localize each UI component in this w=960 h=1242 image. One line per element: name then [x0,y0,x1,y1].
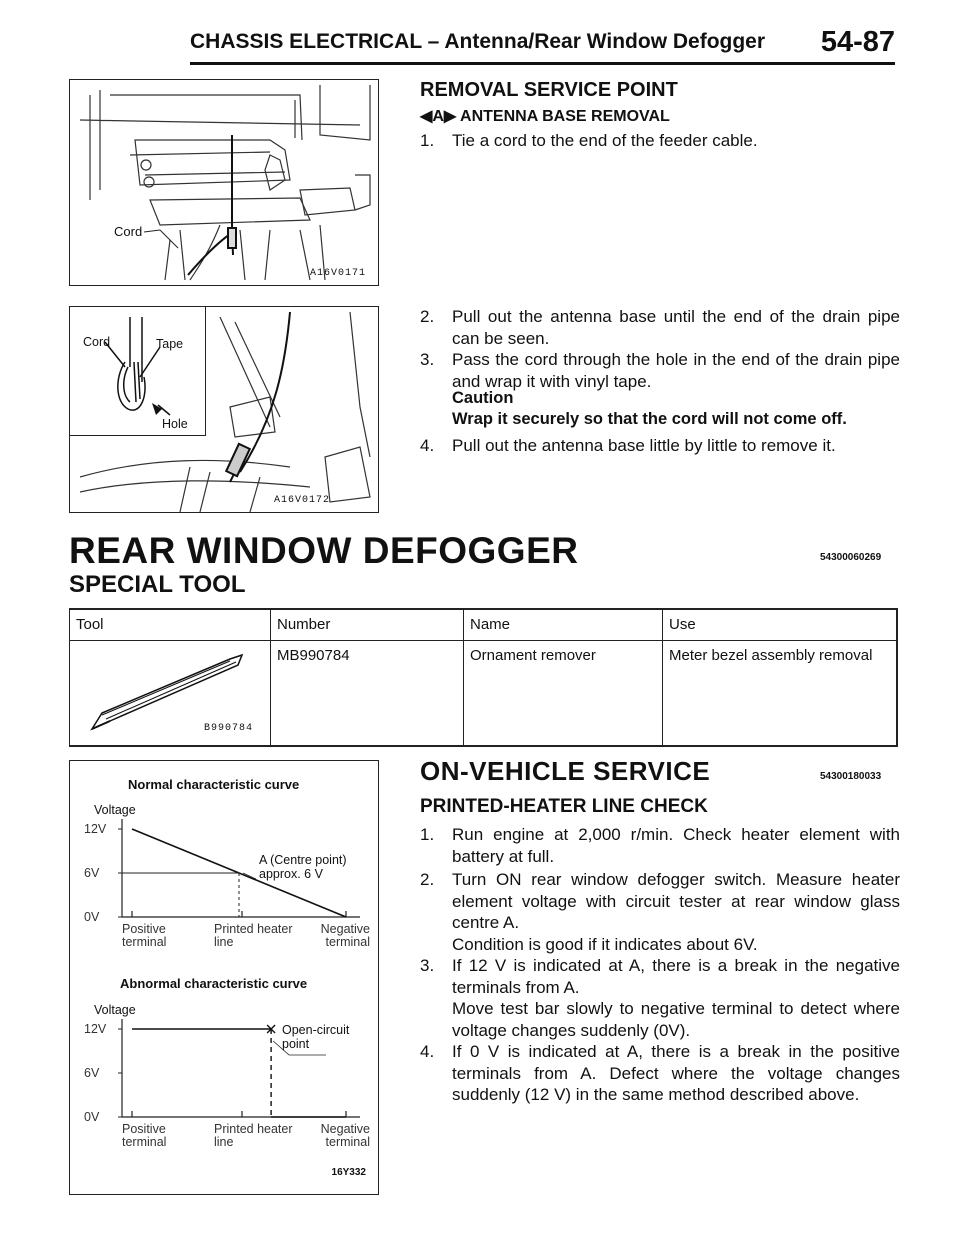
inset-tape-label: Tape [156,337,184,351]
x-category-label: Negative [320,922,370,936]
x-category-label: Positive [122,1122,166,1136]
x-category-label: terminal [122,935,167,949]
removal-step-2: 2. Pull out the antenna base until the end of the drain pipe can be seen. [420,307,900,348]
normal-y-label: Voltage [94,803,136,817]
service-step-2: 2. Turn ON rear window defogger switch. Measure heater element voltage with circuit tester at rear window glass centre A. Condition is good if it indicates about 6V. [420,870,900,954]
cord-detail-inset [70,307,206,436]
service-step-1: 1. Run engine at 2,000 r/min. Check heater element with battery at full. [420,825,900,866]
x-category-label: terminal [122,1135,167,1149]
cord-tie-illustration [70,80,378,285]
removal-step-1: 1. Tie a cord to the end of the feeder cable. [420,131,758,150]
on-vehicle-code: 54300180033 [820,771,882,782]
section-code: 54300060269 [820,552,882,563]
figure-drain-pipe [69,306,379,513]
normal-chart-title: Normal characteristic curve [128,777,300,792]
abnormal-y-label: Voltage [94,1003,136,1017]
tool-image-cell [70,641,271,747]
tool-use: Meter bezel assembly removal [663,641,898,747]
antenna-subheading-row [420,106,670,126]
page-header [190,28,895,64]
figure-code: A16V0171 [309,268,366,279]
x-category-label: line [214,935,234,949]
table-row [70,641,898,747]
header-rule [190,62,895,65]
tool-figure-code: B990784 [204,723,254,734]
abnormal-annotation: Open-circuit point [282,1023,350,1051]
characteristic-charts-svg [70,761,378,1194]
removal-step-3: 3. Pass the cord through the hole in the end of the drain pipe and wrap it with vinyl tape. [420,350,900,391]
col-use: Use [663,609,898,641]
service-step-3: 3. If 12 V is indicated at A, there is a break in the negative terminals from A. Move test bar slowly to negative terminal to detect where voltage changes suddenly (0V). [420,956,900,1040]
service-step-4: 4. If 0 V is indicated at A, there is a break in the positive terminals from A. Defect where the voltage changes suddenly (12 V) in the same method described above. [420,1042,900,1104]
x-category-label: terminal [325,935,370,949]
marker-a: A [432,108,444,125]
normal-annotation: A (Centre point) approx. 6 V [259,853,347,881]
inset-hole-label: Hole [162,417,188,431]
y-tick-label: 6V [84,1066,100,1080]
section-title: REAR WINDOW DEFOGGER [69,530,579,571]
caution-text: Wrap it securely so that the cord will not come off. [452,410,847,428]
annotation-leader [273,1041,326,1055]
removal-step-4: 4. Pull out the antenna base little by little to remove it. [420,436,836,455]
y-tick-label: 0V [84,1110,100,1124]
antenna-subheading: ANTENNA BASE REMOVAL [460,108,670,125]
header-title: CHASSIS ELECTRICAL – Antenna/Rear Window Defogger [190,30,766,53]
y-tick-label: 0V [84,910,100,924]
arrow-left-icon: ◀ [420,108,433,125]
table-header-row [70,609,898,641]
x-category-label: Positive [122,922,166,936]
tool-name: Ornament remover [464,641,663,747]
x-category-label: line [214,1135,234,1149]
inset-cord-label: Cord [83,335,111,349]
removal-heading: REMOVAL SERVICE POINT [420,79,678,101]
arrow-right-icon: ▶ [443,108,457,125]
heater-line-subheading: PRINTED-HEATER LINE CHECK [420,796,708,817]
figure-cord-tie [69,79,379,286]
x-category-label: Printed heater [214,922,293,936]
tool-number: MB990784 [271,641,464,747]
cord-label: Cord [114,224,143,239]
col-tool: Tool [70,609,271,641]
col-number: Number [271,609,464,641]
on-vehicle-title: ON-VEHICLE SERVICE [420,756,711,786]
caution-title: Caution [452,389,514,407]
y-tick-label: 12V [84,1022,107,1036]
page-number: 54-87 [820,26,895,58]
y-tick-label: 12V [84,822,107,836]
col-name: Name [464,609,663,641]
cord-tape-detail [70,307,205,435]
characteristic-curves-figure [69,760,379,1195]
abnormal-chart-title: Abnormal characteristic curve [120,976,308,991]
y-tick-label: 6V [84,866,100,880]
x-category-label: Printed heater [214,1122,293,1136]
x-category-label: Negative [320,1122,370,1136]
chart-figure-code: 16Y332 [331,1167,366,1178]
x-category-label: terminal [325,1135,370,1149]
special-tool-heading: SPECIAL TOOL [69,571,246,598]
special-tool-table [69,608,898,747]
figure-code: A16V0172 [273,495,330,506]
